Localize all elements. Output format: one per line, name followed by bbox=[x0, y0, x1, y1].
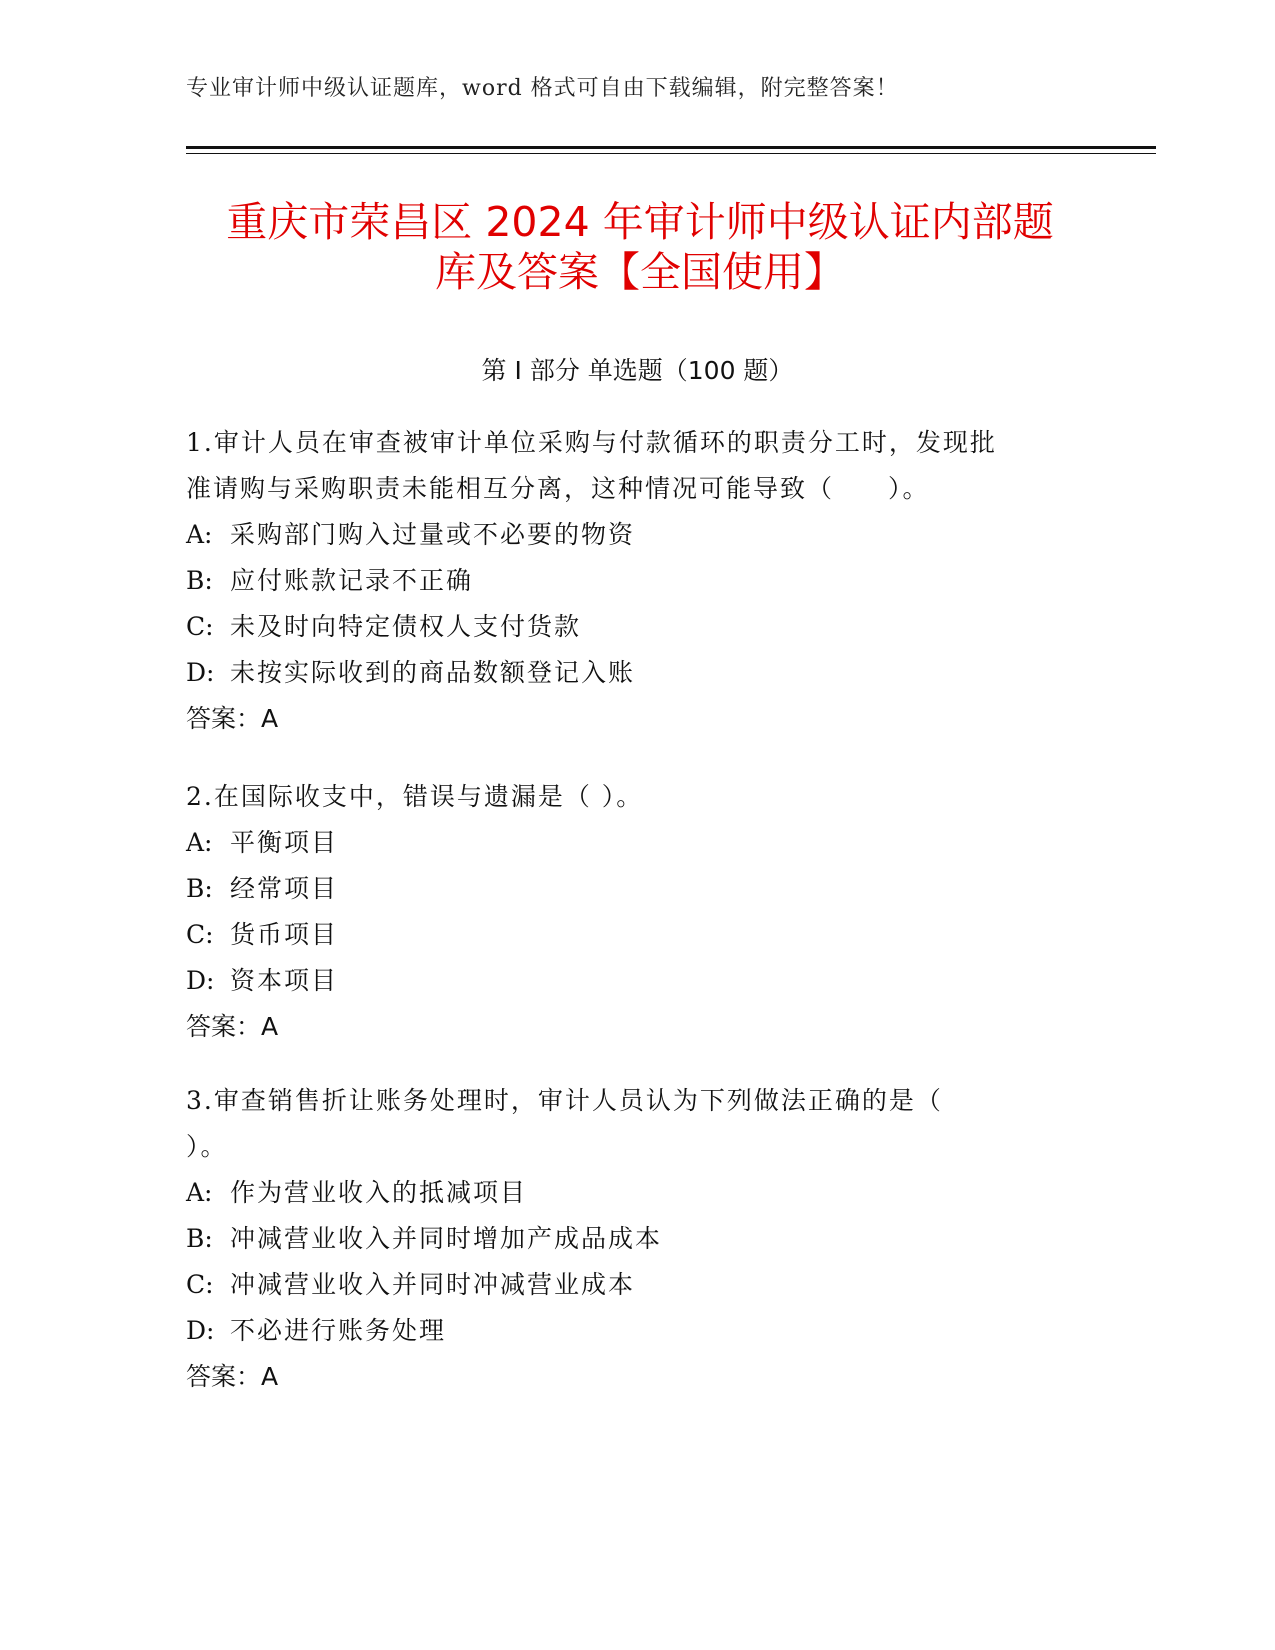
option-letter: A: bbox=[186, 520, 213, 549]
option-text: 应付账款记录不正确 bbox=[230, 566, 474, 595]
question-stem bbox=[186, 774, 1086, 820]
question-1 bbox=[186, 420, 1086, 742]
option-c bbox=[186, 1262, 1086, 1308]
option-c bbox=[186, 604, 1086, 650]
option-letter: A: bbox=[186, 828, 213, 857]
option-b bbox=[186, 558, 1086, 604]
option-letter: C: bbox=[186, 1270, 214, 1299]
option-a bbox=[186, 1170, 1086, 1216]
option-text: 未及时向特定债权人支付货款 bbox=[230, 612, 582, 641]
option-text: 资本项目 bbox=[230, 966, 339, 995]
document-title bbox=[180, 197, 1100, 297]
option-b bbox=[186, 1216, 1086, 1262]
question-stem-line: 2.在国际收支中，错误与遗漏是（ ）。 bbox=[186, 782, 644, 811]
option-text: 冲减营业收入并同时冲减营业成本 bbox=[230, 1270, 636, 1299]
answer-line: 答案：A bbox=[186, 1362, 279, 1391]
option-c bbox=[186, 912, 1086, 958]
option-letter: B: bbox=[186, 1224, 213, 1253]
option-text: 平衡项目 bbox=[230, 828, 339, 857]
option-text: 采购部门购入过量或不必要的物资 bbox=[230, 520, 636, 549]
option-letter: D: bbox=[186, 1316, 215, 1345]
option-text: 未按实际收到的商品数额登记入账 bbox=[230, 658, 636, 687]
option-a bbox=[186, 820, 1086, 866]
document-title-line-1: 重庆市荣昌区 2024 年审计师中级认证内部题 bbox=[226, 198, 1054, 246]
option-text: 冲减营业收入并同时增加产成品成本 bbox=[230, 1224, 663, 1253]
question-3 bbox=[186, 1078, 1086, 1400]
option-letter: A: bbox=[186, 1178, 213, 1207]
option-text: 经常项目 bbox=[230, 874, 339, 903]
question-2 bbox=[186, 774, 1086, 1050]
option-d bbox=[186, 650, 1086, 696]
option-letter: B: bbox=[186, 874, 213, 903]
answer-line: 答案：A bbox=[186, 704, 279, 733]
option-letter: D: bbox=[186, 966, 215, 995]
header-rule-thin bbox=[186, 153, 1156, 154]
option-letter: C: bbox=[186, 612, 214, 641]
question-stem-line: 1.审计人员在审查被审计单位采购与付款循环的职责分工时，发现批 bbox=[186, 428, 997, 457]
question-stem-line: 准请购与采购职责未能相互分离，这种情况可能导致（ ）。 bbox=[186, 474, 930, 503]
question-stem-line: ）。 bbox=[186, 1132, 228, 1161]
document-title-line-2: 库及答案【全国使用】 bbox=[435, 248, 845, 296]
option-letter: B: bbox=[186, 566, 213, 595]
question-stem bbox=[186, 1078, 1086, 1170]
option-letter: D: bbox=[186, 658, 215, 687]
header-rule-thick bbox=[186, 146, 1156, 149]
section-heading: 第 I 部分 单选题（100 题） bbox=[481, 356, 794, 385]
option-text: 货币项目 bbox=[230, 920, 339, 949]
header-note: 专业审计师中级认证题库，word 格式可自由下载编辑，附完整答案！ bbox=[186, 76, 899, 101]
option-text: 不必进行账务处理 bbox=[230, 1316, 447, 1345]
option-a bbox=[186, 512, 1086, 558]
question-stem-line: 3.审查销售折让账务处理时，审计人员认为下列做法正确的是（ bbox=[186, 1086, 943, 1115]
question-stem bbox=[186, 420, 1086, 512]
option-d bbox=[186, 958, 1086, 1004]
option-text: 作为营业收入的抵减项目 bbox=[230, 1178, 528, 1207]
option-b bbox=[186, 866, 1086, 912]
answer-line: 答案：A bbox=[186, 1012, 279, 1041]
option-letter: C: bbox=[186, 920, 214, 949]
option-d bbox=[186, 1308, 1086, 1354]
